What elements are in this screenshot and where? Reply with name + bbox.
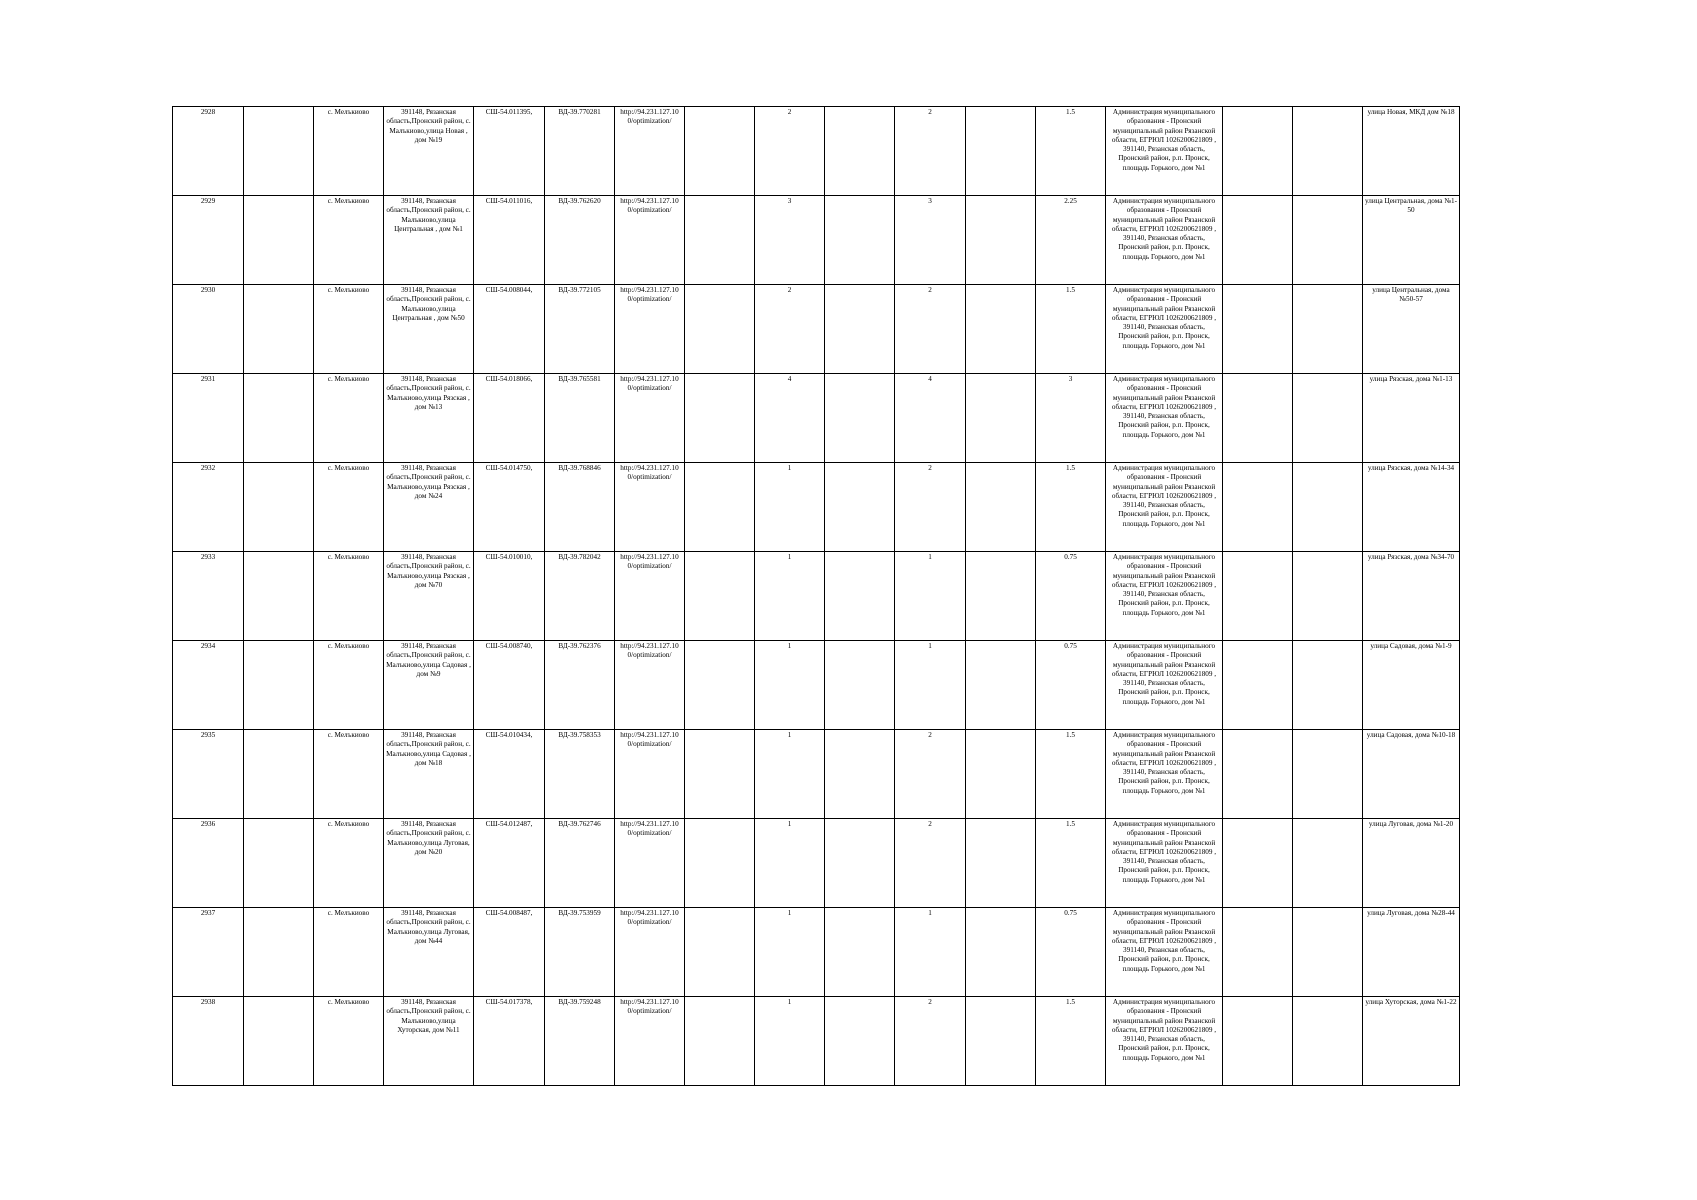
latitude-cell: СШ-54.018066, xyxy=(474,374,545,463)
link-cell[interactable]: http://94.231.127.10 0/optimization/ xyxy=(615,463,685,552)
empty-cell xyxy=(685,819,755,908)
address-cell: 391148, Рязанская область,Пронский район, с. Малъкиово,улица Садовая , дом №18 xyxy=(384,730,474,819)
empty-cell xyxy=(244,107,314,196)
empty-cell xyxy=(966,552,1036,641)
address-cell: 391148, Рязанская область,Пронский район, с. Малъкиово,улица Луговая, дом №20 xyxy=(384,819,474,908)
owner-cell: Администрация муниципального образования - Пронский муниципальный район Рязанской области, ЕГРЮЛ 1026200621809 , 391140, Рязанская область, Пронский район, р.п. Пронск, площадь Горького, дом №1 xyxy=(1106,463,1223,552)
longitude-cell: ВД-39.762746 xyxy=(545,819,615,908)
registry-rows xyxy=(173,107,1460,1086)
link-cell[interactable]: http://94.231.127.10 0/optimization/ xyxy=(615,552,685,641)
link-cell[interactable]: http://94.231.127.10 0/optimization/ xyxy=(615,374,685,463)
container-count-cell: 1 xyxy=(755,819,825,908)
longitude-cell: ВД-39.782042 xyxy=(545,552,615,641)
empty-cell xyxy=(1293,196,1363,285)
owner-cell: Администрация муниципального образования - Пронский муниципальный район Рязанской области, ЕГРЮЛ 1026200621809 , 391140, Рязанская область, Пронский район, р.п. Пронск, площадь Горького, дом №1 xyxy=(1106,908,1223,997)
empty-cell xyxy=(1223,285,1293,374)
empty-cell xyxy=(244,374,314,463)
empty-cell xyxy=(685,908,755,997)
empty-cell xyxy=(825,285,895,374)
volume-cell: 0.75 xyxy=(1036,908,1106,997)
locality-cell: с. Мелъкиово xyxy=(314,997,384,1086)
empty-cell xyxy=(685,552,755,641)
empty-cell xyxy=(685,374,755,463)
row-number-cell: 2930 xyxy=(173,285,244,374)
address-cell: 391148, Рязанская область,Пронский район, с. Малъкиово,улица Центральная , дом №1 xyxy=(384,196,474,285)
container-planned-cell: 1 xyxy=(895,908,966,997)
locality-cell: с. Мелъкиово xyxy=(314,552,384,641)
empty-cell xyxy=(1223,730,1293,819)
empty-cell xyxy=(825,196,895,285)
locality-cell: с. Мелъкиово xyxy=(314,285,384,374)
owner-cell: Администрация муниципального образования - Пронский муниципальный район Рязанской области, ЕГРЮЛ 1026200621809 , 391140, Рязанская область, Пронский район, р.п. Пронск, площадь Горького, дом №1 xyxy=(1106,552,1223,641)
container-planned-cell: 2 xyxy=(895,463,966,552)
volume-cell: 2.25 xyxy=(1036,196,1106,285)
address-cell: 391148, Рязанская область,Пронский район, с. Малъкиово,улица Рязская , дом №24 xyxy=(384,463,474,552)
empty-cell xyxy=(966,997,1036,1086)
latitude-cell: СШ-54.008044, xyxy=(474,285,545,374)
empty-cell xyxy=(825,463,895,552)
link-cell[interactable]: http://94.231.127.10 0/optimization/ xyxy=(615,641,685,730)
table-row xyxy=(173,819,1460,908)
owner-cell: Администрация муниципального образования - Пронский муниципальный район Рязанской области, ЕГРЮЛ 1026200621809 , 391140, Рязанская область, Пронский район, р.п. Пронск, площадь Горького, дом №1 xyxy=(1106,997,1223,1086)
served-objects-cell: улица Рязская, дома №34-70 xyxy=(1363,552,1460,641)
latitude-cell: СШ-54.014750, xyxy=(474,463,545,552)
served-objects-cell: улица Садовая, дома №1-9 xyxy=(1363,641,1460,730)
owner-cell: Администрация муниципального образования - Пронский муниципальный район Рязанской области, ЕГРЮЛ 1026200621809 , 391140, Рязанская область, Пронский район, р.п. Пронск, площадь Горького, дом №1 xyxy=(1106,107,1223,196)
container-planned-cell: 1 xyxy=(895,641,966,730)
longitude-cell: ВД-39.753959 xyxy=(545,908,615,997)
served-objects-cell: улица Центральная, дома №1-50 xyxy=(1363,196,1460,285)
served-objects-cell: улица Рязская, дома №1-13 xyxy=(1363,374,1460,463)
volume-cell: 1.5 xyxy=(1036,463,1106,552)
empty-cell xyxy=(966,730,1036,819)
served-objects-cell: улица Новая, МКД дом №18 xyxy=(1363,107,1460,196)
empty-cell xyxy=(966,908,1036,997)
empty-cell xyxy=(966,285,1036,374)
table-row xyxy=(173,463,1460,552)
row-number-cell: 2938 xyxy=(173,997,244,1086)
table-row xyxy=(173,107,1460,196)
empty-cell xyxy=(1223,908,1293,997)
empty-cell xyxy=(244,997,314,1086)
longitude-cell: ВД-39.770281 xyxy=(545,107,615,196)
address-cell: 391148, Рязанская область,Пронский район, с. Малъкиово,улица Рязская , дом №70 xyxy=(384,552,474,641)
container-planned-cell: 3 xyxy=(895,196,966,285)
empty-cell xyxy=(685,196,755,285)
empty-cell xyxy=(966,819,1036,908)
table-row xyxy=(173,641,1460,730)
empty-cell xyxy=(1223,374,1293,463)
container-planned-cell: 1 xyxy=(895,552,966,641)
empty-cell xyxy=(825,819,895,908)
container-count-cell: 1 xyxy=(755,641,825,730)
owner-cell: Администрация муниципального образования - Пронский муниципальный район Рязанской области, ЕГРЮЛ 1026200621809 , 391140, Рязанская область, Пронский район, р.п. Пронск, площадь Горького, дом №1 xyxy=(1106,285,1223,374)
empty-cell xyxy=(966,641,1036,730)
locality-cell: с. Мелъкиово xyxy=(314,196,384,285)
empty-cell xyxy=(825,641,895,730)
table-row xyxy=(173,552,1460,641)
owner-cell: Администрация муниципального образования - Пронский муниципальный район Рязанской области, ЕГРЮЛ 1026200621809 , 391140, Рязанская область, Пронский район, р.п. Пронск, площадь Горького, дом №1 xyxy=(1106,641,1223,730)
container-count-cell: 1 xyxy=(755,997,825,1086)
address-cell: 391148, Рязанская область,Пронский район, с. Малъкиово,улица Новая , дом №19 xyxy=(384,107,474,196)
empty-cell xyxy=(685,730,755,819)
empty-cell xyxy=(1293,819,1363,908)
owner-cell: Администрация муниципального образования - Пронский муниципальный район Рязанской области, ЕГРЮЛ 1026200621809 , 391140, Рязанская область, Пронский район, р.п. Пронск, площадь Горького, дом №1 xyxy=(1106,819,1223,908)
served-objects-cell: улица Центральная, дома №50-57 xyxy=(1363,285,1460,374)
row-number-cell: 2937 xyxy=(173,908,244,997)
empty-cell xyxy=(1293,285,1363,374)
empty-cell xyxy=(244,196,314,285)
table-row xyxy=(173,285,1460,374)
container-planned-cell: 2 xyxy=(895,997,966,1086)
link-cell[interactable]: http://94.231.127.10 0/optimization/ xyxy=(615,819,685,908)
empty-cell xyxy=(966,107,1036,196)
locality-cell: с. Мелъкиово xyxy=(314,463,384,552)
served-objects-cell: улица Рязская, дома №14-34 xyxy=(1363,463,1460,552)
longitude-cell: ВД-39.762620 xyxy=(545,196,615,285)
container-count-cell: 2 xyxy=(755,285,825,374)
empty-cell xyxy=(685,285,755,374)
locality-cell: с. Мелъкиово xyxy=(314,908,384,997)
address-cell: 391148, Рязанская область,Пронский район, с. Малъкиово,улица Луговая, дом №44 xyxy=(384,908,474,997)
latitude-cell: СШ-54.011395, xyxy=(474,107,545,196)
latitude-cell: СШ-54.010010, xyxy=(474,552,545,641)
locality-cell: с. Мелъкиово xyxy=(314,374,384,463)
table-row xyxy=(173,908,1460,997)
owner-cell: Администрация муниципального образования - Пронский муниципальный район Рязанской области, ЕГРЮЛ 1026200621809 , 391140, Рязанская область, Пронский район, р.п. Пронск, площадь Горького, дом №1 xyxy=(1106,374,1223,463)
row-number-cell: 2928 xyxy=(173,107,244,196)
row-number-cell: 2936 xyxy=(173,819,244,908)
longitude-cell: ВД-39.772105 xyxy=(545,285,615,374)
latitude-cell: СШ-54.017378, xyxy=(474,997,545,1086)
empty-cell xyxy=(825,997,895,1086)
container-count-cell: 4 xyxy=(755,374,825,463)
volume-cell: 1.5 xyxy=(1036,730,1106,819)
empty-cell xyxy=(244,730,314,819)
volume-cell: 0.75 xyxy=(1036,552,1106,641)
locality-cell: с. Мелъкиово xyxy=(314,819,384,908)
latitude-cell: СШ-54.012487, xyxy=(474,819,545,908)
container-count-cell: 1 xyxy=(755,463,825,552)
served-objects-cell: улица Луговая, дома №1-20 xyxy=(1363,819,1460,908)
volume-cell: 1.5 xyxy=(1036,107,1106,196)
latitude-cell: СШ-54.010434, xyxy=(474,730,545,819)
latitude-cell: СШ-54.008487, xyxy=(474,908,545,997)
locality-cell: с. Мелъкиово xyxy=(314,641,384,730)
volume-cell: 0.75 xyxy=(1036,641,1106,730)
empty-cell xyxy=(825,552,895,641)
empty-cell xyxy=(1293,908,1363,997)
empty-cell xyxy=(1293,997,1363,1086)
empty-cell xyxy=(244,819,314,908)
row-number-cell: 2934 xyxy=(173,641,244,730)
empty-cell xyxy=(1293,374,1363,463)
empty-cell xyxy=(1293,552,1363,641)
container-count-cell: 3 xyxy=(755,196,825,285)
volume-cell: 1.5 xyxy=(1036,285,1106,374)
longitude-cell: ВД-39.765581 xyxy=(545,374,615,463)
empty-cell xyxy=(966,196,1036,285)
empty-cell xyxy=(244,908,314,997)
empty-cell xyxy=(1293,107,1363,196)
address-cell: 391148, Рязанская область,Пронский район, с. Малъкиово,улица Хуторская, дом №11 xyxy=(384,997,474,1086)
empty-cell xyxy=(825,374,895,463)
locality-cell: с. Мелъкиово xyxy=(314,730,384,819)
container-planned-cell: 2 xyxy=(895,819,966,908)
address-cell: 391148, Рязанская область,Пронский район, с. Малъкиово,улица Садовая , дом №9 xyxy=(384,641,474,730)
owner-cell: Администрация муниципального образования - Пронский муниципальный район Рязанской области, ЕГРЮЛ 1026200621809 , 391140, Рязанская область, Пронский район, р.п. Пронск, площадь Горького, дом №1 xyxy=(1106,196,1223,285)
served-objects-cell: улица Садовая, дома №10-18 xyxy=(1363,730,1460,819)
empty-cell xyxy=(685,463,755,552)
empty-cell xyxy=(1223,463,1293,552)
table-row xyxy=(173,730,1460,819)
container-count-cell: 1 xyxy=(755,552,825,641)
volume-cell: 3 xyxy=(1036,374,1106,463)
longitude-cell: ВД-39.768846 xyxy=(545,463,615,552)
empty-cell xyxy=(825,107,895,196)
row-number-cell: 2933 xyxy=(173,552,244,641)
empty-cell xyxy=(825,908,895,997)
latitude-cell: СШ-54.008740, xyxy=(474,641,545,730)
empty-cell xyxy=(966,374,1036,463)
container-planned-cell: 4 xyxy=(895,374,966,463)
empty-cell xyxy=(1293,641,1363,730)
empty-cell xyxy=(244,463,314,552)
empty-cell xyxy=(244,552,314,641)
empty-cell xyxy=(1293,463,1363,552)
link-cell[interactable]: http://94.231.127.10 0/optimization/ xyxy=(615,285,685,374)
row-number-cell: 2929 xyxy=(173,196,244,285)
empty-cell xyxy=(244,285,314,374)
empty-cell xyxy=(1223,997,1293,1086)
container-planned-cell: 2 xyxy=(895,285,966,374)
empty-cell xyxy=(1223,641,1293,730)
row-number-cell: 2931 xyxy=(173,374,244,463)
owner-cell: Администрация муниципального образования - Пронский муниципальный район Рязанской области, ЕГРЮЛ 1026200621809 , 391140, Рязанская область, Пронский район, р.п. Пронск, площадь Горького, дом №1 xyxy=(1106,730,1223,819)
longitude-cell: ВД-39.762376 xyxy=(545,641,615,730)
empty-cell xyxy=(685,107,755,196)
volume-cell: 1.5 xyxy=(1036,997,1106,1086)
empty-cell xyxy=(825,730,895,819)
longitude-cell: ВД-39.758353 xyxy=(545,730,615,819)
empty-cell xyxy=(1223,819,1293,908)
container-count-cell: 2 xyxy=(755,107,825,196)
empty-cell xyxy=(1293,730,1363,819)
empty-cell xyxy=(966,463,1036,552)
container-count-cell: 1 xyxy=(755,730,825,819)
empty-cell xyxy=(1223,107,1293,196)
volume-cell: 1.5 xyxy=(1036,819,1106,908)
served-objects-cell: улица Луговая, дома №28-44 xyxy=(1363,908,1460,997)
link-cell[interactable]: http://94.231.127.10 0/optimization/ xyxy=(615,730,685,819)
empty-cell xyxy=(1223,196,1293,285)
longitude-cell: ВД-39.759248 xyxy=(545,997,615,1086)
served-objects-cell: улица Хуторская, дома №1-22 xyxy=(1363,997,1460,1086)
latitude-cell: СШ-54.011016, xyxy=(474,196,545,285)
container-planned-cell: 2 xyxy=(895,107,966,196)
table-row xyxy=(173,374,1460,463)
address-cell: 391148, Рязанская область,Пронский район, с. Малъкиово,улица Рязская , дом №13 xyxy=(384,374,474,463)
empty-cell xyxy=(244,641,314,730)
link-cell[interactable]: http://94.231.127.10 0/optimization/ xyxy=(615,107,685,196)
link-cell[interactable]: http://94.231.127.10 0/optimization/ xyxy=(615,997,685,1086)
container-planned-cell: 2 xyxy=(895,730,966,819)
row-number-cell: 2932 xyxy=(173,463,244,552)
empty-cell xyxy=(1223,552,1293,641)
empty-cell xyxy=(685,641,755,730)
link-cell[interactable]: http://94.231.127.10 0/optimization/ xyxy=(615,196,685,285)
link-cell[interactable]: http://94.231.127.10 0/optimization/ xyxy=(615,908,685,997)
table-row xyxy=(173,997,1460,1086)
locality-cell: с. Мелъкиово xyxy=(314,107,384,196)
registry-table xyxy=(172,106,1460,1086)
table-row xyxy=(173,196,1460,285)
empty-cell xyxy=(685,997,755,1086)
address-cell: 391148, Рязанская область,Пронский район, с. Малъкиово,улица Центральная , дом №50 xyxy=(384,285,474,374)
row-number-cell: 2935 xyxy=(173,730,244,819)
container-count-cell: 1 xyxy=(755,908,825,997)
